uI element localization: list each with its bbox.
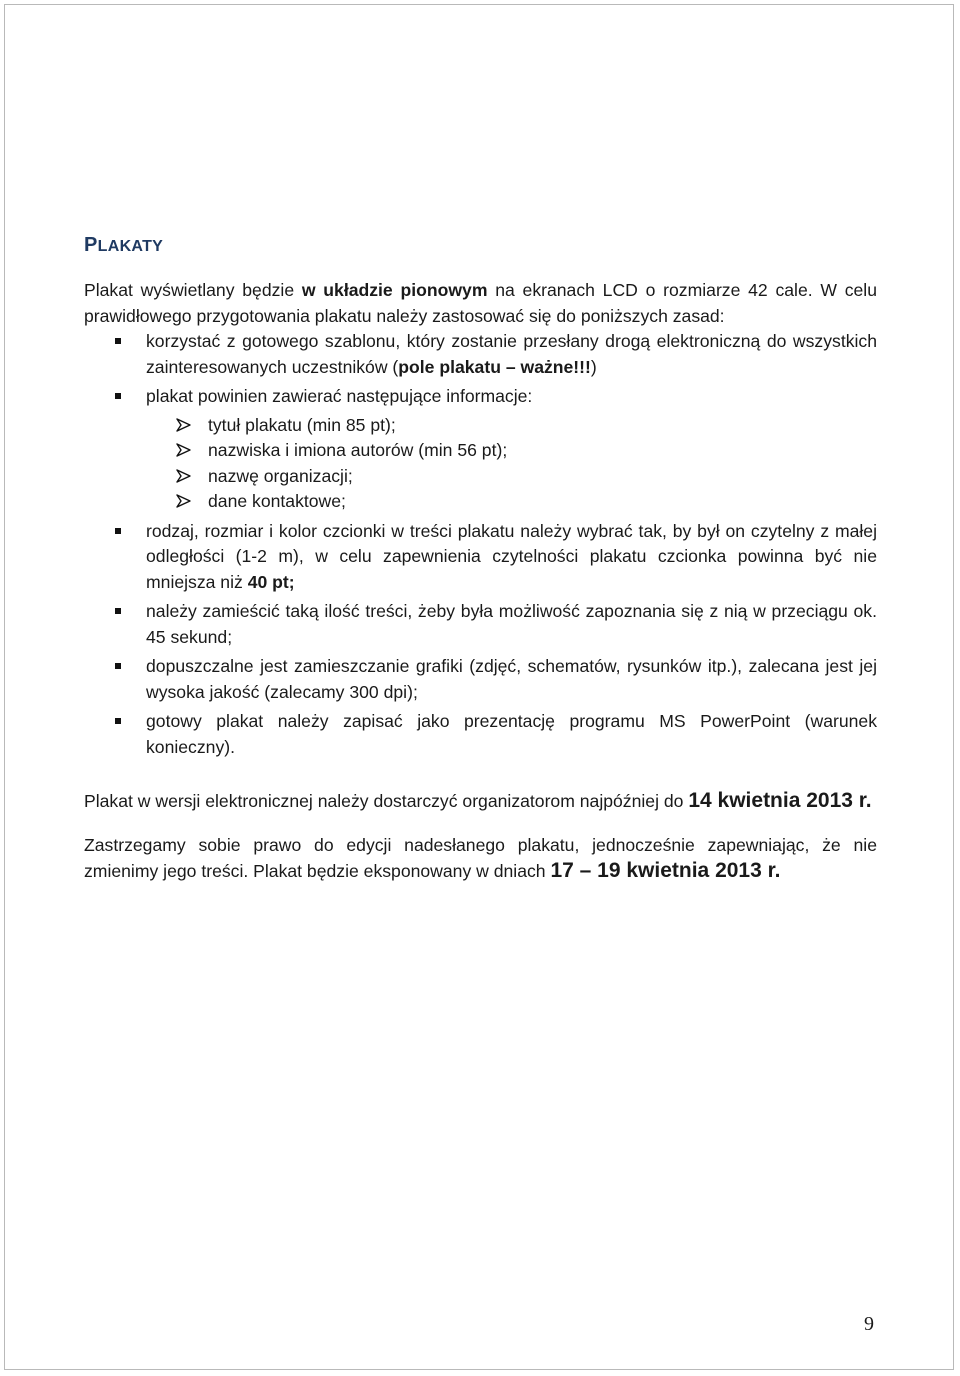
- arrowhead-bullet-icon: [176, 418, 192, 432]
- list-item: [84, 519, 877, 596]
- bullet-emphasis: 40 pt;: [247, 571, 295, 592]
- deadline-date: 14 kwietnia 2013 r.: [688, 789, 872, 812]
- list-item: [84, 654, 877, 705]
- square-bullet-icon: [115, 528, 121, 534]
- document-body: [84, 234, 877, 885]
- arrowhead-bullet-icon: [176, 469, 192, 483]
- square-bullet-icon: [115, 718, 121, 724]
- arrowhead-bullet-icon: [176, 443, 192, 457]
- deadline-text: Plakat w wersji elektronicznej należy dostarczyć organizatorom najpóźniej do: [84, 791, 689, 811]
- square-bullet-icon: [115, 608, 121, 614]
- list-item: [84, 329, 877, 380]
- info-sublist: [146, 413, 877, 515]
- list-item: [84, 384, 877, 515]
- bullet-text: plakat powinien zawierać następujące informacje:: [146, 386, 533, 406]
- sublist-item: [146, 489, 877, 515]
- square-bullet-icon: [115, 393, 121, 399]
- page-number: 9: [864, 1313, 874, 1335]
- intro-text-2: na ekranach LCD o rozmiarze 42 cale. W celu prawidłowego przygotowania plakatu należy zastosować się do poniższych zasad:: [84, 280, 877, 326]
- closing-paragraph: [84, 833, 877, 885]
- bullet-text: korzystać z gotowego szablonu, który zostanie przesłany drogą elektroniczną do wszystkich zainteresowanych uczestników (: [146, 331, 877, 377]
- square-bullet-icon: [115, 663, 121, 669]
- bullet-text: gotowy plakat należy zapisać jako prezentację programu MS PowerPoint (warunek konieczny).: [146, 711, 877, 757]
- sublist-text: nazwę organizacji;: [208, 465, 353, 486]
- list-item: [84, 709, 877, 760]
- exhibition-dates: 17 – 19 kwietnia 2013 r.: [550, 859, 781, 882]
- deadline-paragraph: [84, 788, 877, 815]
- arrowhead-bullet-icon: [176, 494, 192, 508]
- sublist-text: dane kontaktowe;: [208, 491, 346, 511]
- bullet-text: rodzaj, rozmiar i kolor czcionki w treści plakatu należy wybrać tak, by był on czytelny z małej odległości (1-2 m), w celu zapewnienia czytelności plakatu czcionka powinna być nie mniejsza niż: [146, 520, 877, 592]
- square-bullet-icon: [115, 338, 121, 344]
- sublist-item: [146, 464, 877, 490]
- heading-initial: P: [84, 234, 98, 256]
- intro-emphasis: w układzie pionowym: [301, 280, 488, 300]
- bullet-text: dopuszczalne jest zamieszczanie grafiki (zdjęć, schematów, rysunków itp.), zalecana jest jej wysoka jakość (zalecamy 300 dpi);: [146, 656, 877, 702]
- sublist-item: [146, 413, 877, 439]
- section-heading: [84, 234, 877, 257]
- heading-rest: LAKATY: [97, 238, 164, 255]
- list-item: [84, 599, 877, 650]
- sublist-text: tytuł plakatu (min 85 pt);: [208, 414, 396, 435]
- bullet-text: należy zamieścić taką ilość treści, żeby była możliwość zapoznania się z nią w przeciągu ok. 45 sekund;: [146, 601, 877, 647]
- closing-text: Zastrzegamy sobie prawo do edycji nadesłanego plakatu, jednocześnie zapewniając, że nie zmienimy jego treści. Plakat będzie eksponowany w dniach: [84, 834, 877, 881]
- sublist-item: [146, 438, 877, 464]
- bullet-text: ): [590, 356, 597, 377]
- intro-text-1: Plakat wyświetlany będzie: [84, 280, 302, 300]
- intro-paragraph: [84, 278, 877, 329]
- sublist-text: nazwiska i imiona autorów (min 56 pt);: [208, 440, 508, 460]
- bullet-emphasis: pole plakatu – ważne!!!: [398, 356, 591, 377]
- rules-list: [84, 329, 877, 760]
